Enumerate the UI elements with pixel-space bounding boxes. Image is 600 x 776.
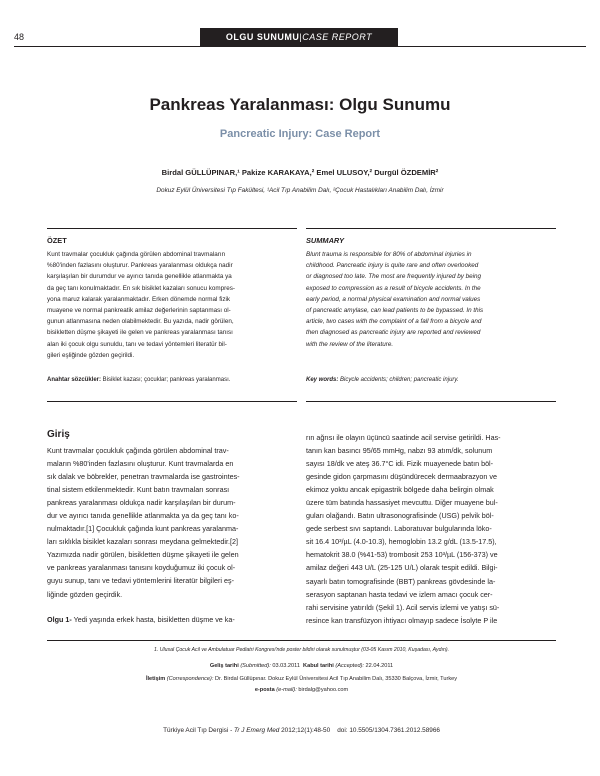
text-line: tanın kan basıncı 95/65 mmHg, nabzı 93 atım/dk, solunum	[306, 446, 493, 456]
text-line: liğinde gözden geçirdik.	[47, 589, 123, 599]
article-subtitle: Pancreatic Injury: Case Report	[219, 128, 381, 140]
text-line: alan iki çocuk olgu sunuldu, tanı ve tedavi yöntemleri literatür bil-	[47, 340, 227, 348]
submitted-date: 03.03.2011	[270, 663, 300, 669]
text-line: or diagnosed too late. The most are frequently injured by being	[306, 273, 482, 281]
footnote-rule	[47, 640, 556, 641]
intro-left-column	[47, 444, 293, 601]
text-line: gede serbest sıvı saptandı. Laboratuvar bulgularında löko-	[306, 524, 492, 534]
text-line: then diagnosed as pancreatic injury are reported and reviewed	[306, 329, 481, 337]
text-line: rahi servisine yatırıldı (Şekil 1). Acil servis izlemi ve yatışı sü-	[306, 602, 500, 612]
text-line: %80'inden fazlasını oluşturur. Pankreas yaralanması oldukça nadir	[47, 262, 233, 270]
text-line: serasyon saptanan hasta tedavi ve izlem amacı çocuk cer-	[306, 589, 493, 599]
text-line: nulmaktadır.[1] Çocukluk çağında kunt pankreas yaralanma-	[47, 524, 239, 534]
summary-keywords	[306, 377, 556, 383]
text-line: hematokrit 38.0 (%41-53) trombosit 253 10³/µL (156-373) ve	[306, 550, 498, 560]
article-dates	[47, 663, 556, 669]
text-line: dur ve ayırıcı tanıda genellikle atlanmakta ya da geç tanı ko-	[47, 511, 239, 521]
header-label-en: CASE REPORT	[302, 32, 373, 42]
header-separator: |	[299, 32, 303, 42]
summary-text	[306, 249, 556, 350]
text-line: resince kan transfüzyon ihtiyacı olmayıp sadece İsolyte P ile	[306, 615, 498, 625]
right-column	[306, 431, 556, 627]
text-line: early period, a normal physical examination and normal values	[306, 295, 481, 303]
email-address[interactable]: birdalg@yahoo.com	[296, 687, 349, 693]
author-list: Birdal GÜLLÜPINAR,¹ Pakize KARAKAYA,² Emel ULUSOY,² Durgül ÖZDEMİR²	[161, 168, 439, 177]
email-line	[47, 687, 556, 693]
email-label-en: (e-mail):	[274, 687, 297, 693]
journal-abbr: Tr J Emerg Med	[233, 727, 280, 734]
summary-bottom-rule	[306, 401, 556, 402]
text-line: exposed to compression as a result of bicycle accidents. In the	[306, 284, 481, 292]
text-line: article, two cases with the complaint of a fall from a bicycle and	[306, 318, 482, 326]
text-line: bisikletten düşme şikayeti ile gelen ve pankreas yaralanması tanısı	[47, 329, 233, 337]
text-line: üzere tüm batında hassasiyet mevcuttu. Diğer muayene bul-	[306, 498, 498, 508]
correspondence	[47, 676, 556, 682]
email-label: e-posta	[254, 687, 275, 693]
ozet-bottom-rule	[47, 401, 297, 402]
accepted-label-en: (Accepted):	[333, 663, 364, 669]
text-line: guları olağandı. Batın ultrasonografisinde (USG) pelvik böl-	[306, 511, 494, 521]
text-line: Blunt trauma is responsible for 80% of abdominal injuries in	[306, 251, 472, 258]
header-rule	[14, 46, 586, 47]
ozet-top-rule	[47, 228, 297, 229]
journal-name: Türkiye Acil Tıp Dergisi -	[163, 727, 234, 734]
summary-heading: SUMMARY	[306, 236, 345, 245]
ozet-text	[47, 249, 297, 361]
text-line: of pancreatic amylase, can lead patients to be bypassed. In this	[306, 307, 484, 315]
article-title: Pankreas Yaralanması: Olgu Sunumu	[149, 95, 451, 114]
text-line: Yedi yaşında erkek hasta, bisikletten düşme ve ka-	[71, 615, 235, 624]
text-line: ları sıklıkla bisiklet kazaları sonrası meydana gelmektedir.[2]	[47, 537, 238, 547]
text-line: amilaz değeri 443 U/L (25-125 U/L) olarak tespit edildi. Bilgi-	[306, 563, 498, 573]
text-line: tinal sistem etkilenmektedir. Kunt batın travmaları sonrası	[47, 485, 230, 495]
text-line: maların %80'inden fazlasını oluşturur. Kunt travmalarda en	[47, 459, 234, 469]
summary-top-rule	[306, 228, 556, 229]
section-header-bar	[200, 28, 398, 47]
text-line: gileri eşliğinde gözden geçirildi.	[47, 351, 135, 359]
text-line: gunun atlanmasına neden olabilmektedir. Bu yazıda, nadir görülen,	[47, 318, 234, 326]
ozet-heading: ÖZET	[47, 236, 67, 245]
text-line: da geç tanı konulmaktadır. En sık bisiklet kazaları sonucu kompres-	[47, 284, 235, 292]
journal-footer	[47, 727, 556, 734]
text-line: rın ağrısı ile olayın üçüncü saatinde acil servise getirildi. Has-	[306, 433, 501, 442]
text-line: muayene ve normal pankreatik amilaz değerlerinin saptanması ol-	[47, 307, 231, 315]
text-line: Kunt travmalar çocukluk çağında görülen abdominal trav-	[47, 446, 229, 455]
text-line: sayısı 18/dk ve ateş 36.7°C idi. Fizik muayenede batın böl-	[306, 459, 494, 469]
keywords-label: Key words:	[306, 377, 339, 383]
text-line: sık dalak ve böbrekler, penetran travmalarda ise gastrointes-	[47, 472, 240, 482]
text-line: Kunt travmalar çocukluk çağında görülen abdominal travmaların	[47, 251, 226, 258]
text-line: gesinde gidon çarpmasını düşündürecek dermaabrazyon ve	[306, 472, 497, 482]
accepted-date: 22.04.2011	[364, 663, 394, 669]
journal-issue: 2012;12(1):48-50	[279, 727, 331, 734]
submitted-label-en: (Submitted):	[238, 663, 271, 669]
accepted-label: Kabul tarihi	[303, 663, 334, 669]
page-number: 48	[14, 32, 25, 42]
correspondence-text: Dr. Birdal Güllüpınar. Dokuz Eylül Üniversitesi Acil Tıp Anabilim Dalı, 35330 Balçova, İzmir, Turkey	[213, 676, 458, 682]
footnote: 1. Ulusal Çocuk Acil ve Ambulatuar Pediatri Kongresi'nde poster bildiri olarak sunulmuştur (03-05 Kasım 2010, Kuşadası, Aydın).	[153, 647, 450, 653]
text-line: guyu sunup, tanı ve tedavi yöntemlerini literatür bilgileri eş-	[47, 576, 234, 586]
text-line: ekimoz yoktu ancak epigastrik bölgede daha belirgin olmak	[306, 485, 494, 495]
correspondence-label: İletişim	[145, 676, 166, 682]
text-line: with the review of the literature.	[306, 340, 394, 348]
text-line: childhood. Pancreatic injury is quite rare and often overlooked	[306, 262, 479, 270]
keywords-text: Bisiklet kazası; çocuklar; pankreas yaralanması.	[101, 377, 231, 383]
text-line: karşılaşılan bir durumdur ve ayırıcı tanıda genellikle atlanmakta ya	[47, 273, 232, 281]
case1-start	[47, 613, 293, 626]
intro-heading: Giriş	[47, 429, 70, 440]
text-line: ve pankreas yaralanması tanısını koyduğumuz iki çocuk ol-	[47, 563, 236, 573]
text-line: sayarlı batın tomografisinde (BBT) pankreas gövdesinde la-	[306, 576, 496, 586]
keywords-text: Bicycle accidents; children; pancreatic injury.	[338, 377, 459, 383]
journal-doi: doi: 10.5505/1304.7361.2012.58966	[337, 727, 440, 734]
correspondence-label-en: (Correspondence):	[165, 676, 214, 682]
text-line: pankreas yaralanması oldukça nadir karşılaşılan bir durum-	[47, 498, 236, 508]
submitted-label: Geliş tarihi	[209, 663, 239, 669]
header-label-tr: OLGU SUNUMU	[225, 32, 300, 42]
text-line: yona maruz kalarak yaralanmaktadır. Erken dönemde normal fizik	[47, 295, 231, 303]
keywords-label: Anahtar sözcükler:	[47, 377, 102, 383]
affiliations: Dokuz Eylül Üniversitesi Tıp Fakültesi, ¹Acil Tıp Anabilim Dalı, ²Çocuk Hastalıkları Anabilim Dalı, İzmir	[156, 187, 444, 194]
text-line: sit 16.4 10³/µL (4.0-10.3), hemoglobin 13.2 g/dL (13.5-17.5),	[306, 537, 497, 547]
case-label: Olgu 1-	[47, 615, 72, 624]
text-line: Yazımızda nadir görülen, bisikletten düşme şikayeti ile gelen	[47, 550, 239, 560]
ozet-keywords	[47, 377, 297, 383]
